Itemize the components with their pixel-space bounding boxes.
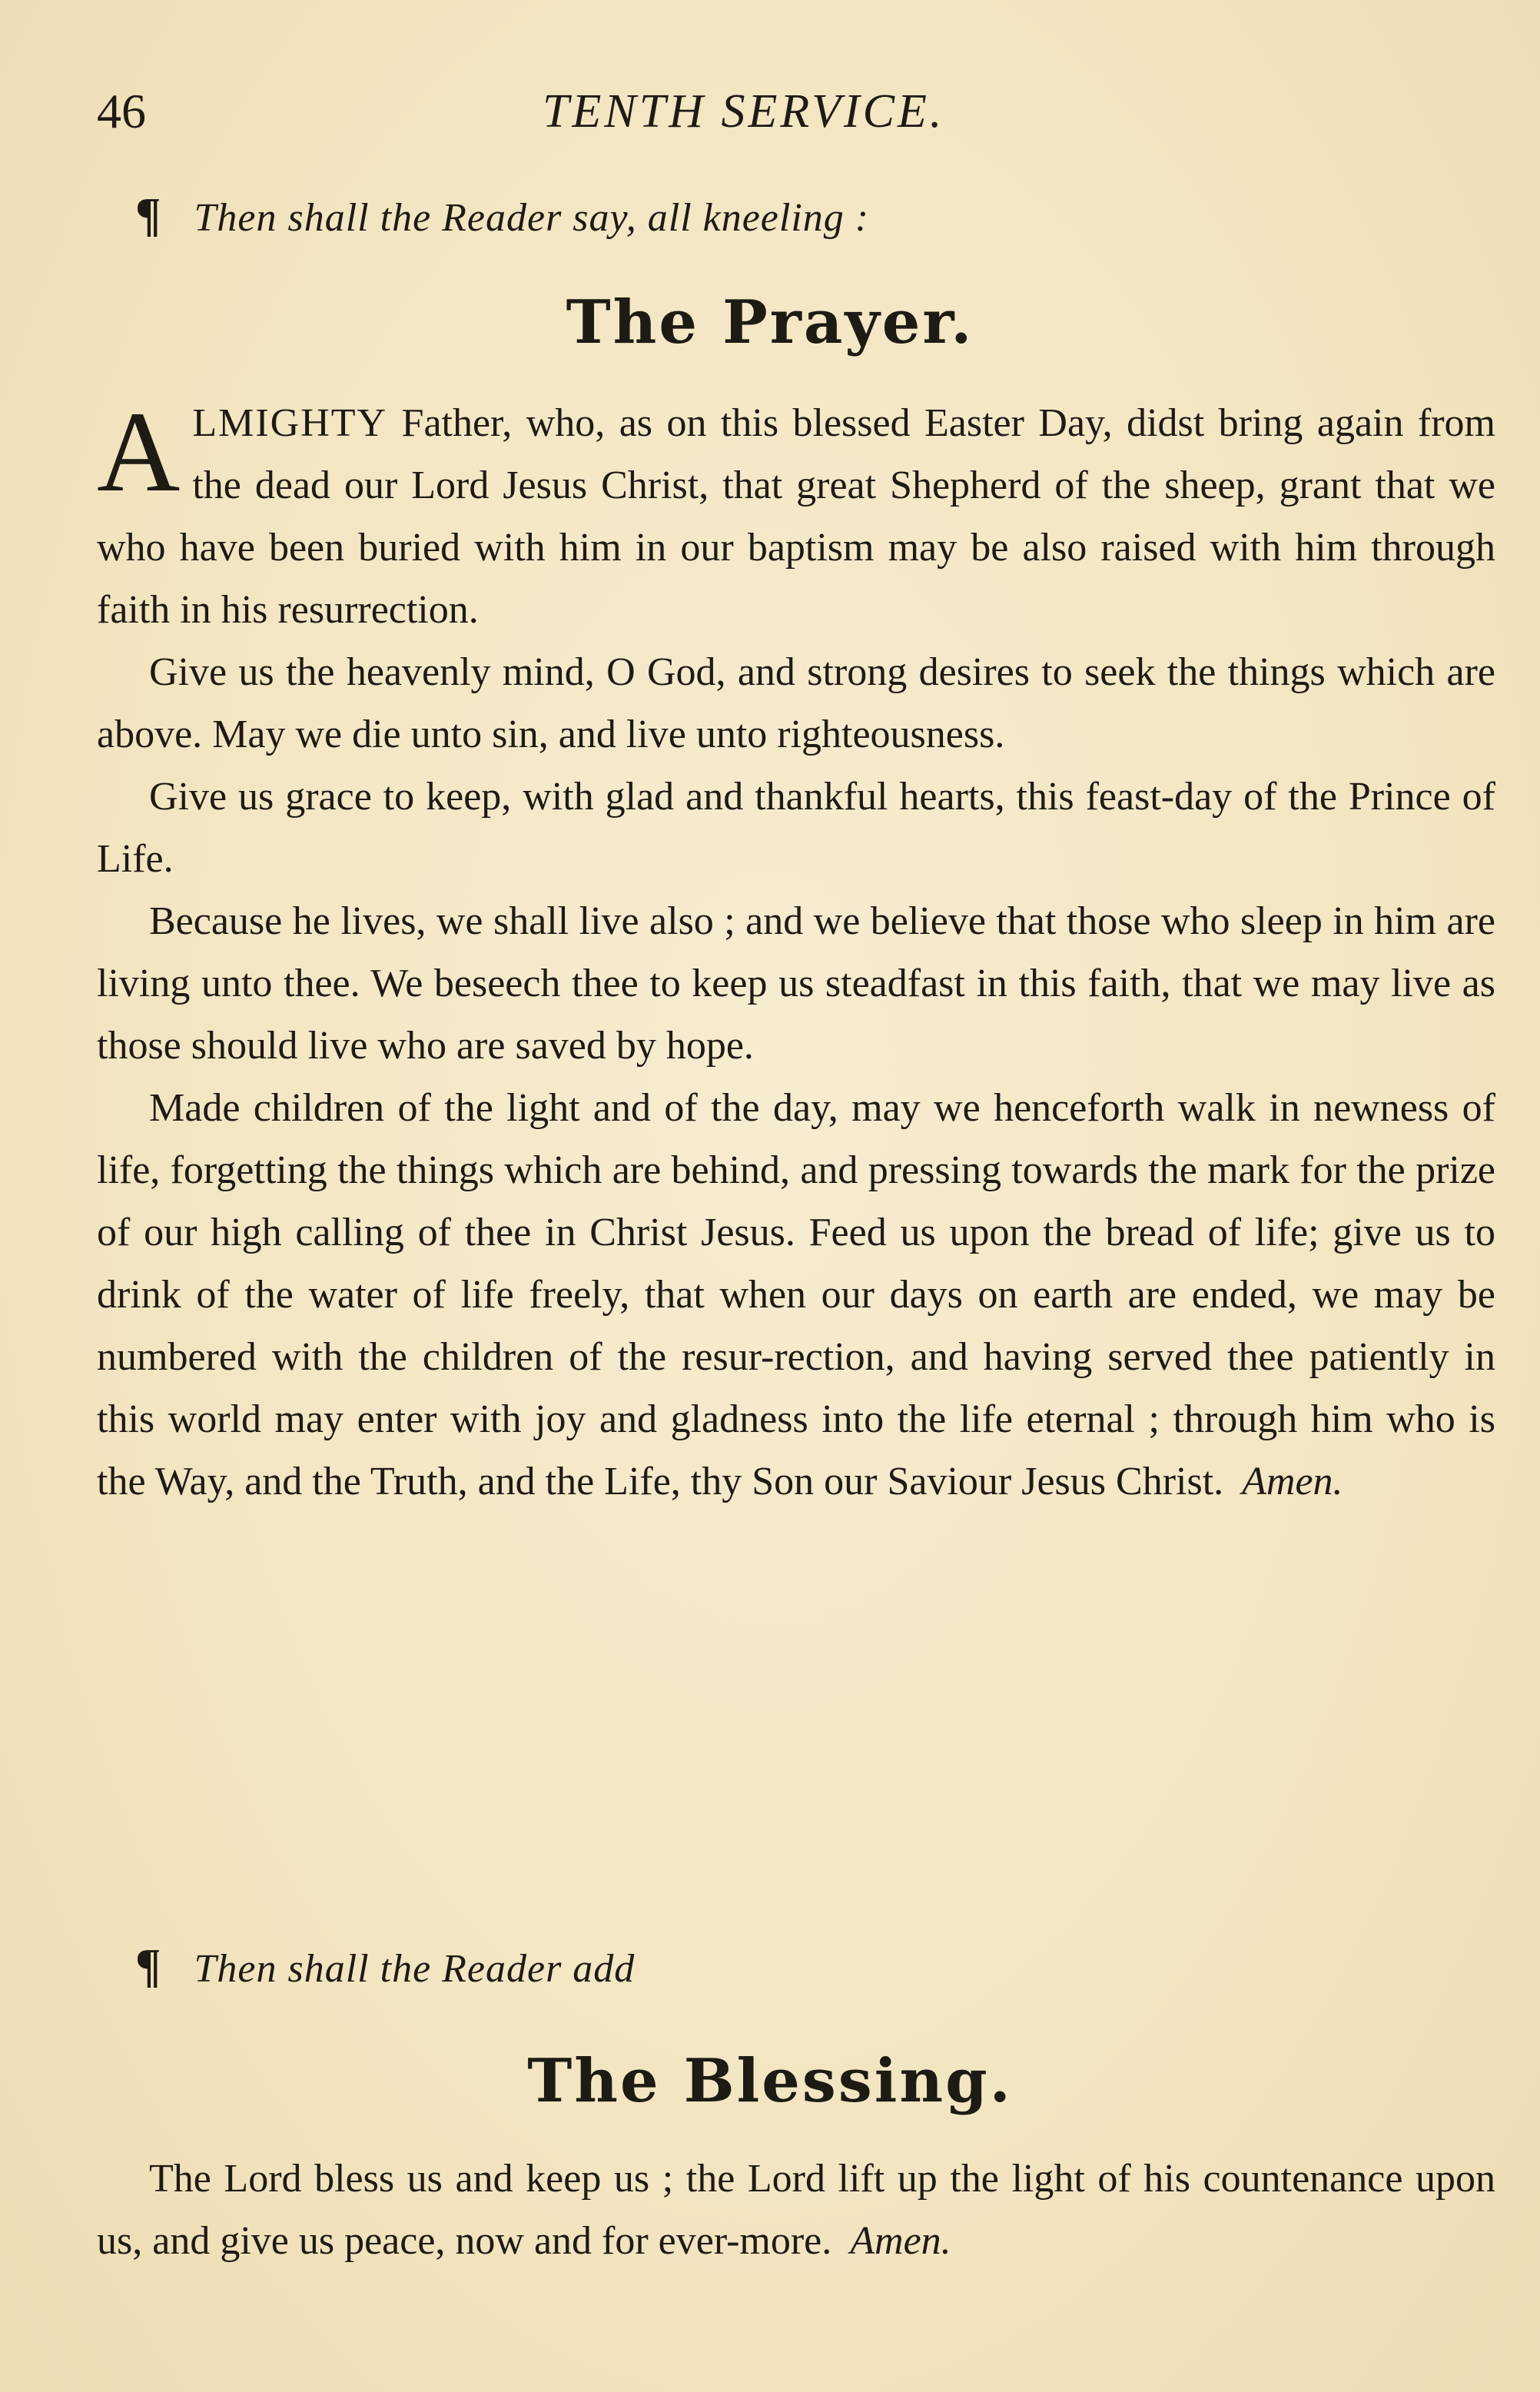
prayer-paragraph-2: Give us the heavenly mind, O God, and strong desires to seek the things which are above. May we die unto sin, and live unto righteousness. <box>97 650 1495 756</box>
page-number: 46 <box>97 84 146 138</box>
blessing-amen: Amen. <box>850 2219 951 2263</box>
paragraph-1-rest: Father, who, as on this blessed Easter Day, didst bring again from the dead our Lord Jesus Christ, that great Shepherd of the sheep, grant that we who have been buried with him in our baptism may be also raised with him through faith in his resurrection. <box>97 401 1496 632</box>
prayer-paragraph-5 <box>97 1077 1495 1513</box>
running-head <box>97 77 1495 146</box>
drop-cap: A <box>97 388 181 516</box>
rubric-kneeling <box>135 188 869 245</box>
blessing-text <box>97 2148 1495 2272</box>
pilcrow-mark: ¶ <box>135 189 162 241</box>
prayer-paragraph-1 <box>97 388 1496 641</box>
prayer-heading: The Prayer. <box>566 287 974 357</box>
first-word-rest: LMIGHTY <box>192 401 388 445</box>
prayer-text <box>97 388 1496 1513</box>
prayer-amen: Amen. <box>1242 1460 1343 1503</box>
blessing-heading: The Blessing. <box>527 2046 1013 2116</box>
paragraph-5-text: Made children of the light and of the day, may we henceforth walk in newness of life, forgetting the things which are behind, and pressing towards the mark for the prize of our high calling of thee in Christ Jesus. Feed us upon the bread of life; give us to drink of the water of life freely, that when our days on earth are ended, we may be numbered with the children of the resur-rection, and having served thee patiently in this world may enter with joy and gladness into the life eternal ; through him who is the Way, and the Truth, and the Life, thy Son our Saviour Jesus Christ. <box>97 1086 1495 1503</box>
prayer-paragraph-4: Because he lives, we shall live also ; and we believe that those who sleep in him are living unto thee. We beseech thee to keep us steadfast in this faith, that we may live as those should live who are saved by hope. <box>97 899 1495 1068</box>
prayer-paragraph-3: Give us grace to keep, with glad and thankful hearts, this feast-day of the Prince of Life. <box>97 775 1495 881</box>
blessing-paragraph <box>97 2148 1495 2272</box>
pilcrow-mark: ¶ <box>135 1940 162 1992</box>
running-title: TENTH SERVICE. <box>543 85 945 138</box>
rubric-add <box>135 1939 635 1996</box>
blessing-paragraph-text: The Lord bless us and keep us ; the Lord lift up the light of his countenance upon us, and give us peace, now and for ever-more. <box>97 2157 1495 2263</box>
rubric-text: Then shall the Reader say, all kneeling : <box>194 196 870 240</box>
rubric-text: Then shall the Reader add <box>194 1947 636 1991</box>
